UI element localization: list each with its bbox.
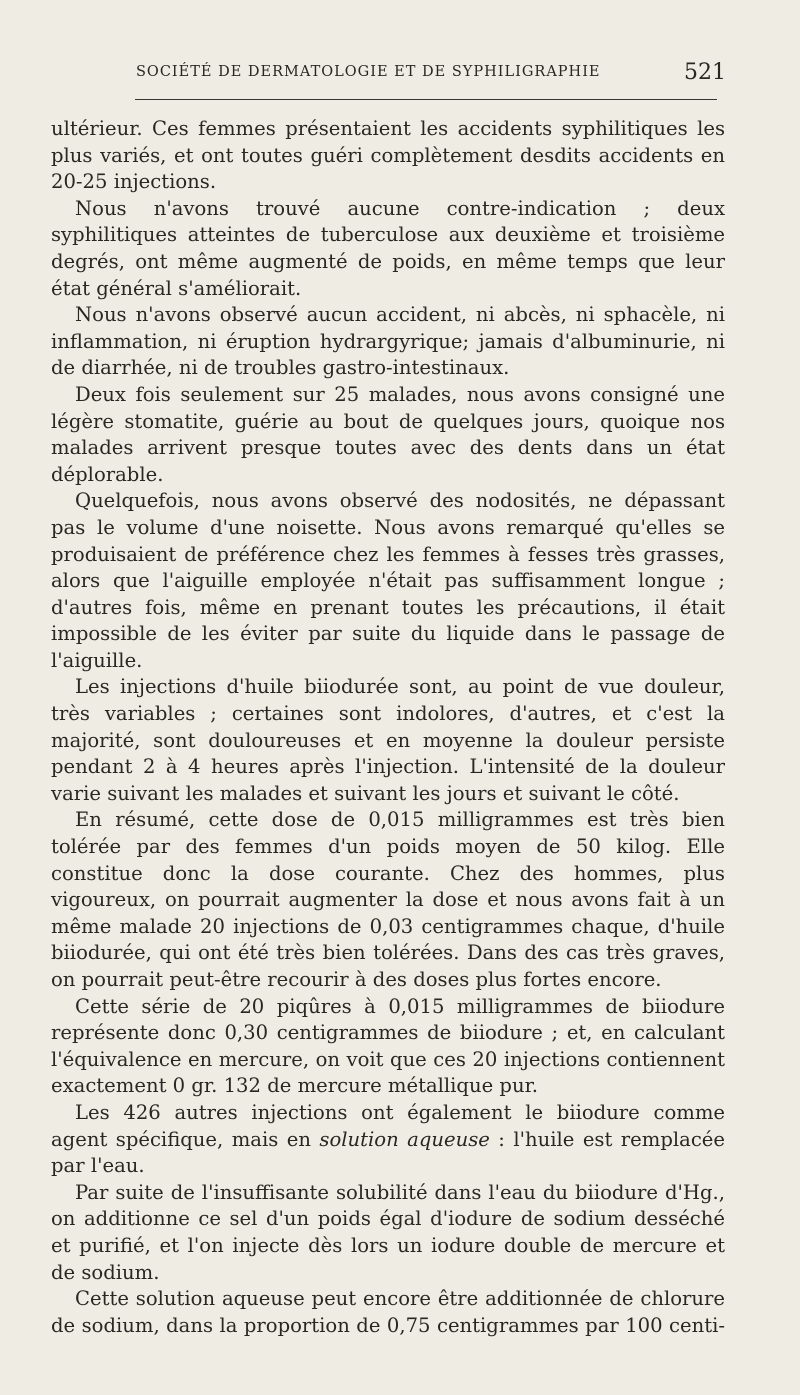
running-title: SOCIÉTÉ DE DERMATOLOGIE ET DE SYPHILIGRAPHIE — [136, 64, 601, 80]
paragraph-text: : l'huile est remplacée par l'eau. — [51, 1127, 725, 1178]
paragraph: Les injections d'huile biiodurée sont, au point de vue douleur, très variables ; certaines sont indolores, d'autres, et c'est la majorité, sont douloureuses et en moyenne la douleur persiste pendant 2 à 4 heures après l'injection. L'intensité de la douleur varie suivant les malades et suivant les jours et suivant le côté. — [51, 675, 725, 805]
paragraph: Nous n'avons trouvé aucune contre-indication ; deux syphilitiques atteintes de tuberculose aux deuxième et troisième degrés, ont même augmenté de poids, en même temps que leur état général s'améliorait. — [51, 196, 725, 300]
header-rule — [135, 99, 717, 100]
paragraph: Par suite de l'insuffisante solubilité dans l'eau du biiodure d'Hg., on additionne ce sel d'un poids égal d'iodure de sodium desséché et purifié, et l'on injecte dès lors un iodure double de mercure et de sodium. — [51, 1180, 725, 1284]
page-number: 521 — [684, 60, 726, 85]
paragraph: Cette solution aqueuse peut encore être additionnée de chlorure de sodium, dans la proportion de 0,75 centigrammes par 100 centi- — [51, 1287, 725, 1337]
paragraph: Nous n'avons observé aucun accident, ni abcès, ni sphacèle, ni inflammation, ni éruption hydrargyrique; jamais d'albuminurie, ni de diarrhée, ni de troubles gastro-intestinaux. — [51, 303, 725, 380]
page-header — [136, 60, 726, 90]
paragraph — [51, 1100, 725, 1180]
body-text — [51, 116, 725, 1339]
paragraph: En résumé, cette dose de 0,015 milligrammes est très bien tolérée par des femmes d'un poids moyen de 50 kilog. Elle constitue donc la dose courante. Chez des hommes, plus vigoureux, on pourrait augmenter la dose et nous avons fait à un même malade 20 injections de 0,03 centigrammes chaque, d'huile biiodurée, qui ont été très bien tolérées. Dans des cas très graves, on pourrait peut-être recourir à des doses plus fortes encore. — [51, 808, 725, 991]
paragraph: Quelquefois, nous avons observé des nodosités, ne dépassant pas le volume d'une noisette. Nous avons remarqué qu'elles se produisaient de préférence chez les femmes à fesses très grasses, alors que l'aiguille employée n'était pas suffisamment longue ; d'autres fois, même en prenant toutes les précautions, il était impossible de les éviter par suite du liquide dans le passage de l'aiguille. — [51, 489, 725, 672]
italic-term: solution aqueuse — [319, 1127, 490, 1151]
paragraph: Deux fois seulement sur 25 malades, nous avons consigné une légère stomatite, guérie au bout de quelques jours, quoique nos malades arrivent presque toutes avec des dents dans un état déplorable. — [51, 382, 725, 486]
paragraph: Cette série de 20 piqûres à 0,015 milligrammes de biiodure représente donc 0,30 centigrammes de biiodure ; et, en calculant l'équivalence en mercure, on voit que ces 20 injections contiennent exactement 0 gr. 132 de mercure métallique pur. — [51, 994, 725, 1098]
paragraph: ultérieur. Ces femmes présentaient les accidents syphilitiques les plus variés, et ont toutes guéri complètement desdits accidents en 20-25 injections. — [51, 117, 725, 194]
paragraph-text: Les 426 autres injections ont également le biiodure comme agent spécifique, mais en — [51, 1100, 725, 1151]
